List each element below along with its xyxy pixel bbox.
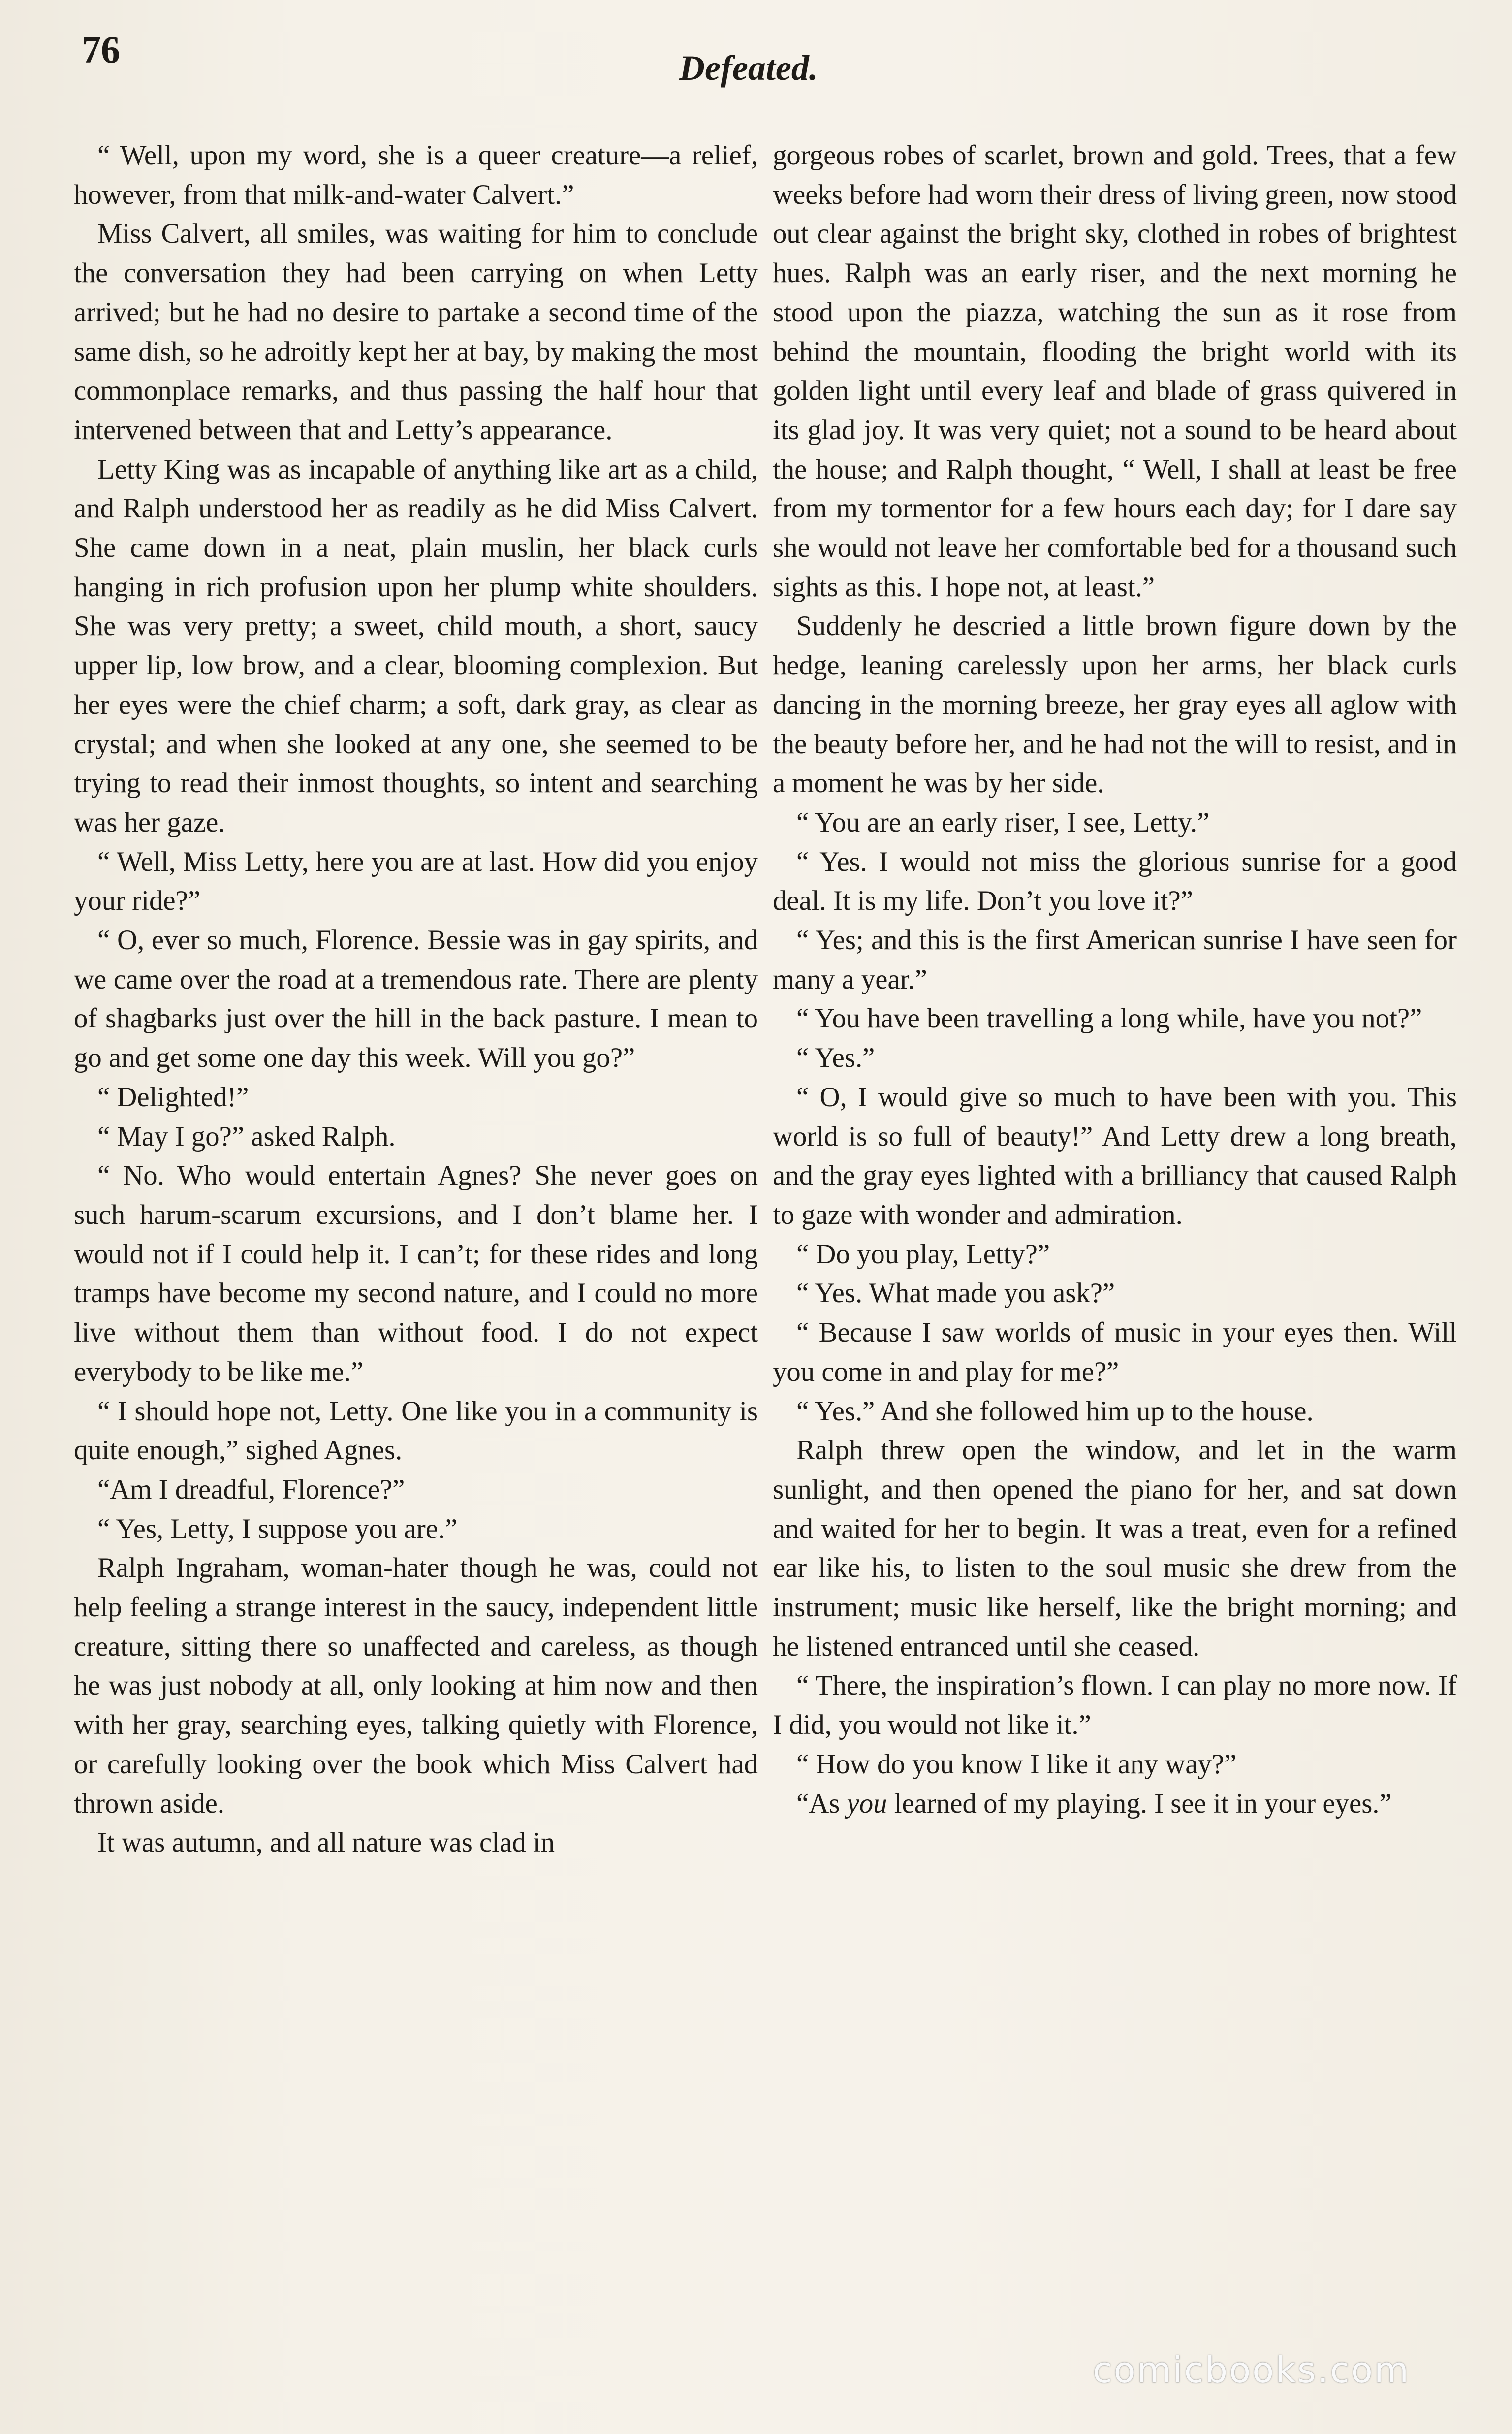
paragraph-continuation: gorgeous robes of scarlet, brown and gold. Trees, that a few weeks before had worn their dress of living green, now stood out clear against the bright sky, clothed in robes of brightest hues. Ralph was an early riser, and the next morning he stood upon the piazza, watching the sun as it rose from behind the mountain, flooding the bright world with its golden light until every leaf and blade of grass quivered in its glad joy. It was very quiet; not a sound to be heard about the house; and Ralph thought, “ Well, I shall at least be free from my tormentor for a few hours each day; for I dare say she would not leave her comfortable bed for a thousand such sights as this. I hope not, at least.”	[773, 140, 1457, 603]
paragraph: “ Delighted!”	[97, 1081, 249, 1113]
paragraph: Ralph Ingraham, woman-hater though he was, could not help feeling a strange interest in the saucy, independent little creature, sitting there so unaffected and careless, as though he was just nobody at all, only looking at him now and then with her gray, searching eyes, talking quietly with Florence, or carefully looking over the book which Miss Calvert had thrown aside.	[74, 1552, 758, 1819]
paragraph: Ralph threw open the window, and let in the warm sunlight, and then opened the piano for her, and sat down and waited for her to begin. It was a treat, even for a refined ear like his, to listen to the soul music she drew from the instrument; music like herself, like the bright morning; and he listened entranced until she ceased.	[773, 1435, 1457, 1662]
paragraph: “ Do you play, Letty?”	[796, 1238, 1050, 1270]
closing-paragraph	[773, 1784, 1457, 1824]
paragraph: “ How do you know I like it any way?”	[796, 1748, 1237, 1780]
paragraph: Suddenly he descried a little brown figure down by the hedge, leaning carelessly upon her arms, her black curls dancing in the morning breeze, her gray eyes all aglow with the beauty before her, and he had not the will to resist, and in a moment he was by her side.	[773, 610, 1457, 799]
right-text-column	[773, 136, 1457, 1823]
paragraph: “ Yes; and this is the first American sunrise I have seen for many a year.”	[773, 925, 1457, 995]
paragraph: “ You are an early riser, I see, Letty.”	[796, 806, 1210, 838]
paragraph: “ I should hope not, Letty. One like you in a community is quite enough,” sighed Agnes.	[74, 1395, 758, 1466]
paragraph: “ No. Who would entertain Agnes? She never goes on such harum-scarum excursions, and I don’t blame her. I would not if I could help it. I can’t; for these rides and long tramps have become my second nature, and I could no more live without them than without food. I do not expect everybody to be like me.”	[74, 1160, 758, 1387]
paragraph: “ Yes, Letty, I suppose you are.”	[97, 1513, 458, 1544]
closing-emphasis: you	[847, 1788, 887, 1819]
paragraph: “ May I go?” asked Ralph.	[97, 1121, 396, 1152]
paragraph: Miss Calvert, all smiles, was waiting for him to conclude the conversation they had been carrying on when Letty arrived; but he had no desire to partake a second time of the same dish, so he adroitly kept her at bay, by making the most commonplace remarks, and thus passing the half hour that intervened between that and Letty’s appearance.	[74, 218, 758, 446]
paragraph: It was autumn, and all nature was clad in	[97, 1827, 555, 1858]
paragraph: “ Yes.”	[796, 1042, 875, 1074]
watermark: comicbooks.com	[1093, 2349, 1411, 2391]
running-head: Defeated.	[679, 48, 818, 88]
paragraph: “ You have been travelling a long while, have you not?”	[796, 1003, 1422, 1034]
paragraph: “ O, ever so much, Florence. Bessie was in gay spirits, and we came over the road at a tremendous rate. There are plenty of shagbarks just over the hill in the back pasture. I mean to go and get some one day this week. Will you go?”	[74, 925, 758, 1074]
closing-text-after: learned of my playing. I see it in your eyes.”	[887, 1788, 1392, 1819]
paragraph: “Am I dreadful, Florence?”	[97, 1473, 405, 1505]
paragraph: “ O, I would give so much to have been with you. This world is so full of beauty!” And Letty drew a long breath, and the gray eyes lighted with a brilliancy that caused Ralph to gaze with wonder and admiration.	[773, 1081, 1457, 1230]
paragraph: Letty King was as incapable of anything like art as a child, and Ralph understood her as readily as he did Miss Calvert. She came down in a neat, plain muslin, her black curls hanging in rich profusion upon her plump white shoulders. She was very pretty; a sweet, child mouth, a short, saucy upper lip, low brow, and a clear, blooming complexion. But her eyes were the chief charm; a soft, dark gray, as clear as crystal; and when she looked at any one, she seemed to be trying to read their inmost thoughts, so intent and searching was her gaze.	[74, 453, 758, 838]
closing-text-before: “As	[796, 1788, 847, 1819]
page-number: 76	[82, 28, 120, 71]
paragraph: “ Yes. I would not miss the glorious sunrise for a good deal. It is my life. Don’t you love it?”	[773, 846, 1457, 917]
paragraph: “ Yes. What made you ask?”	[796, 1278, 1115, 1309]
paragraph: “ Well, Miss Letty, here you are at last. How did you enjoy your ride?”	[74, 846, 758, 917]
paragraph: “ Well, upon my word, she is a queer creature—a relief, however, from that milk-and-water Calvert.”	[74, 140, 758, 210]
paragraph: “ Yes.” And she followed him up to the house.	[796, 1395, 1314, 1427]
paragraph: “ Because I saw worlds of music in your eyes then. Will you come in and play for me?”	[773, 1317, 1457, 1387]
paragraph: “ There, the inspiration’s flown. I can play no more now. If I did, you would not like it.”	[773, 1670, 1457, 1741]
left-text-column	[74, 136, 758, 1862]
